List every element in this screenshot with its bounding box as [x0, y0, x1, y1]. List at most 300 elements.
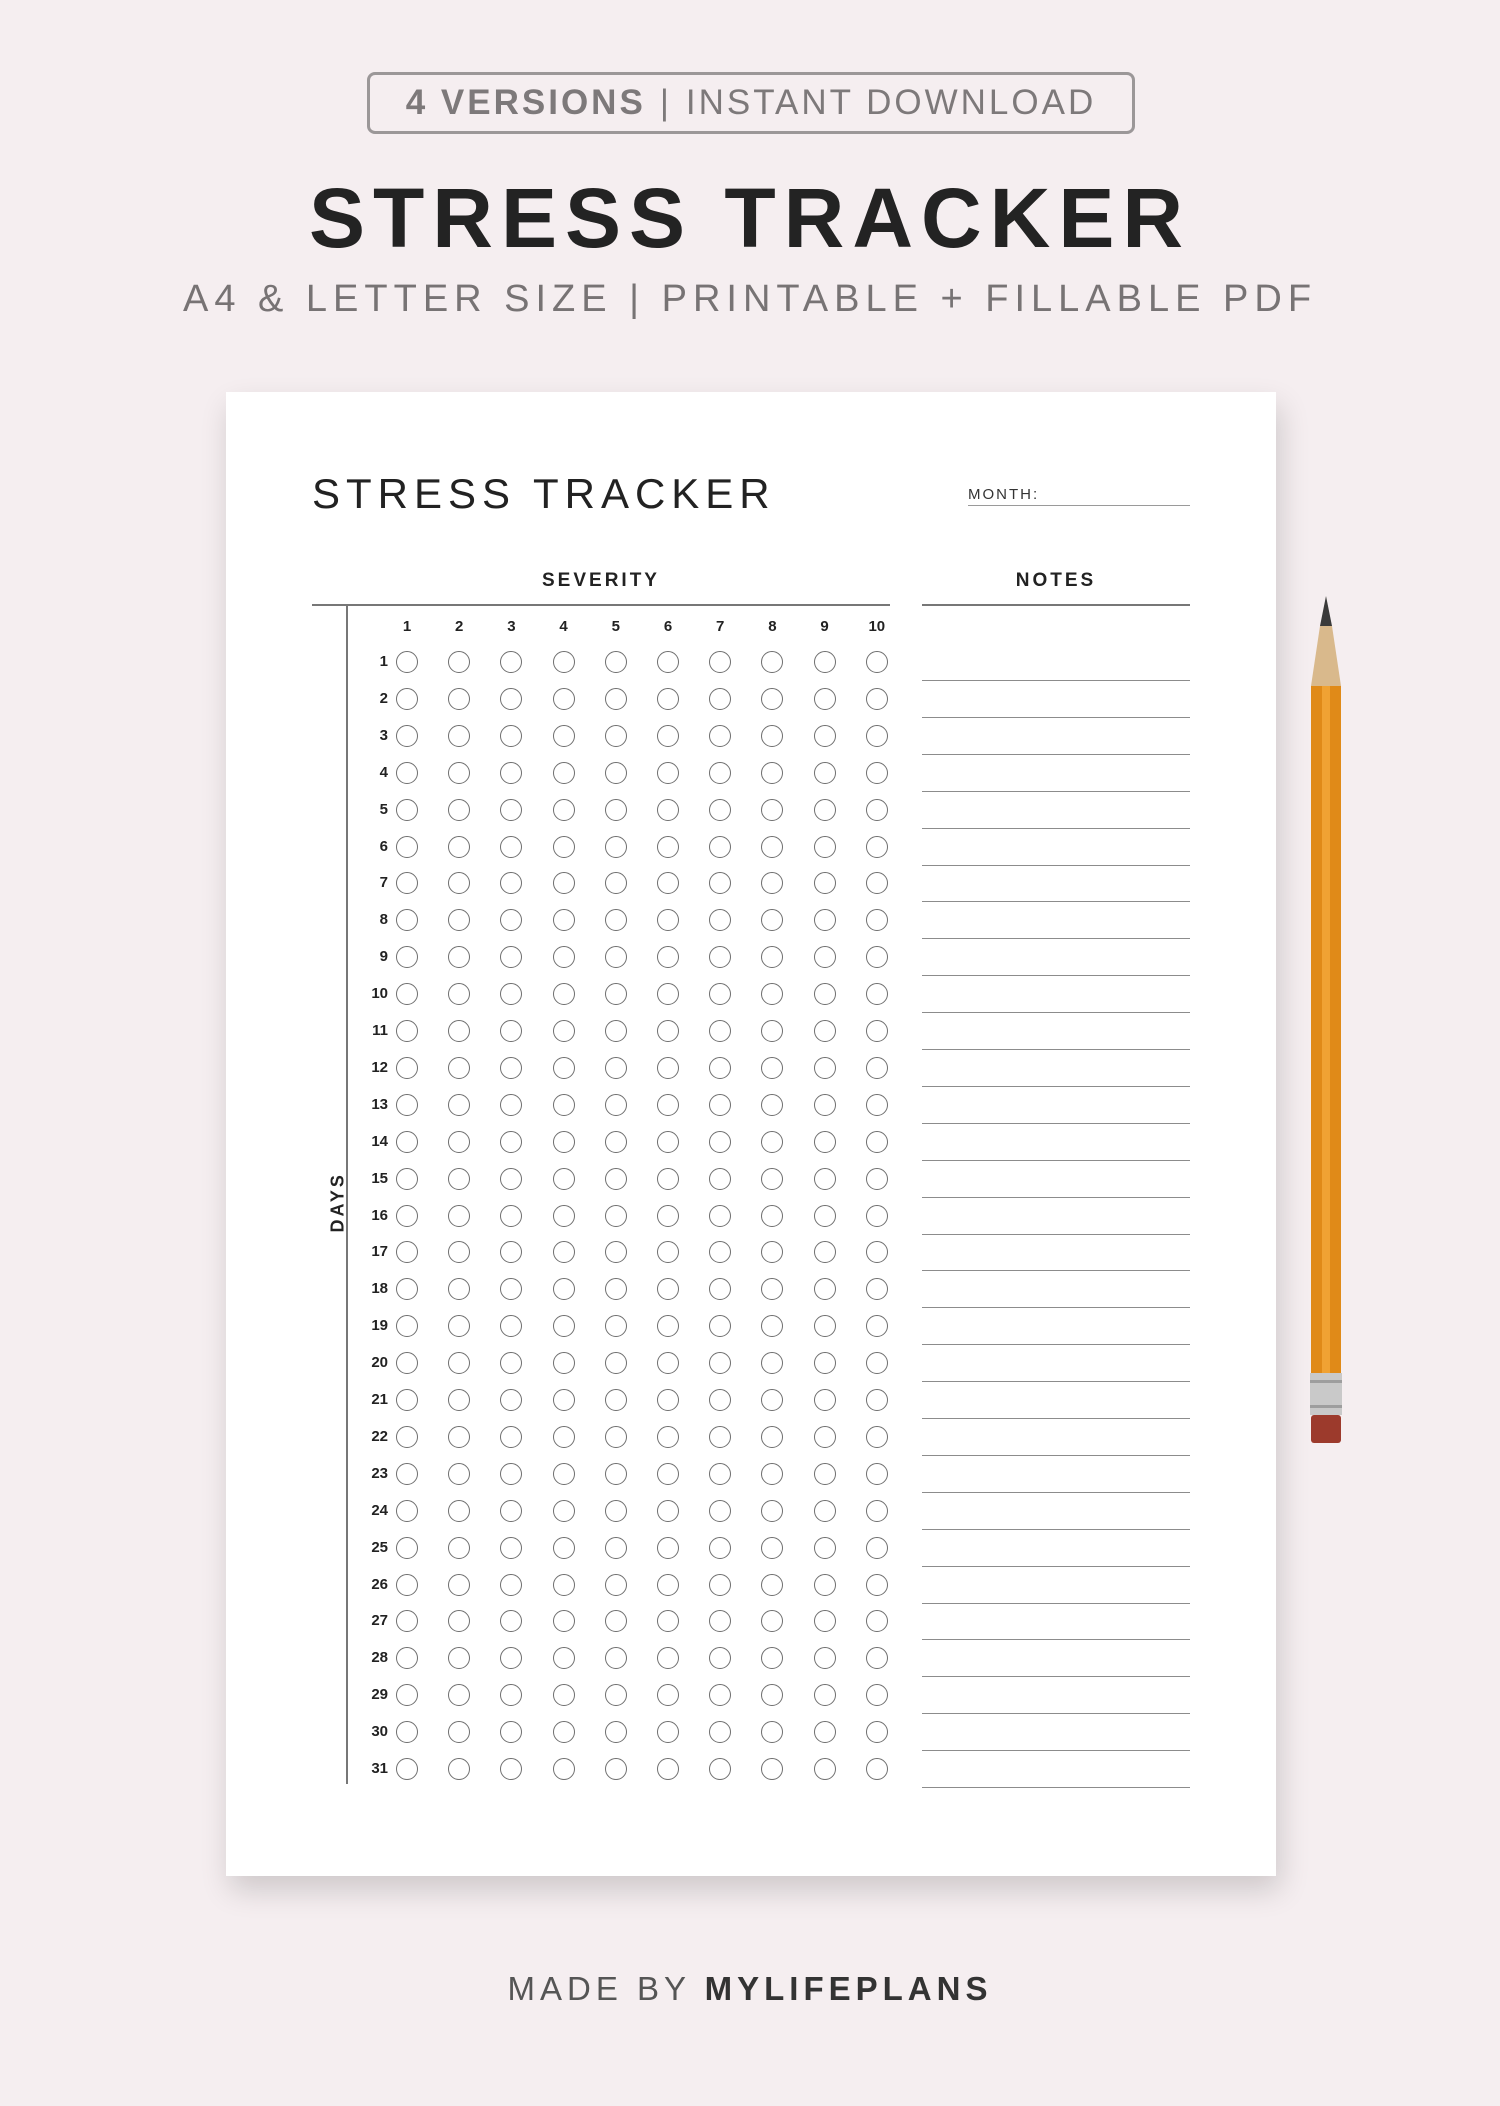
severity-circle[interactable]	[500, 909, 522, 931]
severity-circle[interactable]	[657, 836, 679, 858]
severity-circle[interactable]	[448, 1610, 470, 1632]
severity-circle[interactable]	[553, 651, 575, 673]
severity-circle[interactable]	[657, 1610, 679, 1632]
severity-circle[interactable]	[761, 909, 783, 931]
severity-circle[interactable]	[448, 1315, 470, 1337]
note-line[interactable]	[922, 1012, 1190, 1013]
note-line[interactable]	[922, 865, 1190, 866]
severity-circle[interactable]	[709, 1758, 731, 1780]
note-line[interactable]	[922, 1603, 1190, 1604]
severity-circle[interactable]	[500, 1500, 522, 1522]
severity-circle[interactable]	[761, 1389, 783, 1411]
severity-circle[interactable]	[814, 1389, 836, 1411]
severity-circle[interactable]	[709, 1020, 731, 1042]
severity-circle[interactable]	[448, 1758, 470, 1780]
severity-circle[interactable]	[500, 799, 522, 821]
severity-circle[interactable]	[500, 1315, 522, 1337]
severity-circle[interactable]	[500, 1094, 522, 1116]
severity-circle[interactable]	[605, 651, 627, 673]
severity-circle[interactable]	[553, 1610, 575, 1632]
severity-circle[interactable]	[709, 725, 731, 747]
severity-circle[interactable]	[448, 836, 470, 858]
severity-circle[interactable]	[448, 688, 470, 710]
severity-circle[interactable]	[657, 688, 679, 710]
severity-circle[interactable]	[709, 1352, 731, 1374]
severity-circle[interactable]	[709, 1168, 731, 1190]
severity-circle[interactable]	[500, 983, 522, 1005]
severity-circle[interactable]	[605, 725, 627, 747]
severity-circle[interactable]	[709, 836, 731, 858]
severity-circle[interactable]	[866, 1610, 888, 1632]
severity-circle[interactable]	[866, 1168, 888, 1190]
severity-circle[interactable]	[605, 1684, 627, 1706]
severity-circle[interactable]	[396, 1537, 418, 1559]
note-line[interactable]	[922, 1418, 1190, 1419]
severity-circle[interactable]	[448, 983, 470, 1005]
severity-circle[interactable]	[866, 1352, 888, 1374]
severity-circle[interactable]	[814, 1647, 836, 1669]
severity-circle[interactable]	[448, 946, 470, 968]
severity-circle[interactable]	[814, 688, 836, 710]
severity-circle[interactable]	[814, 909, 836, 931]
severity-circle[interactable]	[761, 946, 783, 968]
severity-circle[interactable]	[709, 872, 731, 894]
severity-circle[interactable]	[448, 1241, 470, 1263]
severity-circle[interactable]	[657, 1131, 679, 1153]
severity-circle[interactable]	[553, 1241, 575, 1263]
note-line[interactable]	[922, 717, 1190, 718]
severity-circle[interactable]	[657, 1389, 679, 1411]
note-line[interactable]	[922, 1307, 1190, 1308]
severity-circle[interactable]	[396, 1168, 418, 1190]
severity-circle[interactable]	[814, 1758, 836, 1780]
severity-circle[interactable]	[866, 983, 888, 1005]
severity-circle[interactable]	[396, 1574, 418, 1596]
severity-circle[interactable]	[396, 1278, 418, 1300]
severity-circle[interactable]	[709, 1205, 731, 1227]
severity-circle[interactable]	[761, 1684, 783, 1706]
severity-circle[interactable]	[866, 1758, 888, 1780]
severity-circle[interactable]	[500, 1574, 522, 1596]
severity-circle[interactable]	[553, 1020, 575, 1042]
severity-circle[interactable]	[657, 1094, 679, 1116]
severity-circle[interactable]	[814, 872, 836, 894]
note-line[interactable]	[922, 1566, 1190, 1567]
severity-circle[interactable]	[761, 651, 783, 673]
severity-circle[interactable]	[709, 1389, 731, 1411]
severity-circle[interactable]	[657, 1537, 679, 1559]
severity-circle[interactable]	[814, 983, 836, 1005]
severity-circle[interactable]	[866, 762, 888, 784]
severity-circle[interactable]	[553, 1389, 575, 1411]
severity-circle[interactable]	[605, 1241, 627, 1263]
severity-circle[interactable]	[814, 1721, 836, 1743]
severity-circle[interactable]	[709, 762, 731, 784]
severity-circle[interactable]	[500, 651, 522, 673]
severity-circle[interactable]	[814, 799, 836, 821]
severity-circle[interactable]	[605, 799, 627, 821]
severity-circle[interactable]	[500, 1537, 522, 1559]
severity-circle[interactable]	[657, 1352, 679, 1374]
severity-circle[interactable]	[396, 1426, 418, 1448]
severity-circle[interactable]	[866, 1500, 888, 1522]
severity-circle[interactable]	[396, 1721, 418, 1743]
severity-circle[interactable]	[761, 1020, 783, 1042]
severity-circle[interactable]	[500, 725, 522, 747]
severity-circle[interactable]	[709, 1574, 731, 1596]
severity-circle[interactable]	[396, 762, 418, 784]
note-line[interactable]	[922, 791, 1190, 792]
severity-circle[interactable]	[500, 872, 522, 894]
severity-circle[interactable]	[500, 1352, 522, 1374]
note-line[interactable]	[922, 1344, 1190, 1345]
severity-circle[interactable]	[500, 1684, 522, 1706]
severity-circle[interactable]	[553, 872, 575, 894]
severity-circle[interactable]	[866, 1721, 888, 1743]
severity-circle[interactable]	[657, 762, 679, 784]
severity-circle[interactable]	[448, 1721, 470, 1743]
severity-circle[interactable]	[761, 836, 783, 858]
severity-circle[interactable]	[500, 1057, 522, 1079]
severity-circle[interactable]	[605, 1094, 627, 1116]
note-line[interactable]	[922, 1529, 1190, 1530]
severity-circle[interactable]	[553, 725, 575, 747]
severity-circle[interactable]	[448, 1684, 470, 1706]
severity-circle[interactable]	[553, 1057, 575, 1079]
severity-circle[interactable]	[814, 1094, 836, 1116]
severity-circle[interactable]	[605, 1278, 627, 1300]
severity-circle[interactable]	[709, 1610, 731, 1632]
severity-circle[interactable]	[553, 762, 575, 784]
severity-circle[interactable]	[553, 1500, 575, 1522]
note-line[interactable]	[922, 1750, 1190, 1751]
severity-circle[interactable]	[761, 1241, 783, 1263]
severity-circle[interactable]	[709, 1500, 731, 1522]
severity-circle[interactable]	[448, 651, 470, 673]
severity-circle[interactable]	[553, 1352, 575, 1374]
severity-circle[interactable]	[657, 1574, 679, 1596]
severity-circle[interactable]	[448, 872, 470, 894]
severity-circle[interactable]	[500, 1647, 522, 1669]
note-line[interactable]	[922, 1049, 1190, 1050]
severity-circle[interactable]	[500, 1168, 522, 1190]
severity-circle[interactable]	[605, 1057, 627, 1079]
severity-circle[interactable]	[814, 1352, 836, 1374]
severity-circle[interactable]	[866, 1131, 888, 1153]
note-line[interactable]	[922, 828, 1190, 829]
severity-circle[interactable]	[866, 688, 888, 710]
note-line[interactable]	[922, 938, 1190, 939]
severity-circle[interactable]	[605, 1020, 627, 1042]
severity-circle[interactable]	[709, 1426, 731, 1448]
severity-circle[interactable]	[657, 1241, 679, 1263]
severity-circle[interactable]	[448, 1057, 470, 1079]
severity-circle[interactable]	[657, 1168, 679, 1190]
severity-circle[interactable]	[709, 799, 731, 821]
severity-circle[interactable]	[866, 836, 888, 858]
severity-circle[interactable]	[553, 1315, 575, 1337]
severity-circle[interactable]	[500, 1758, 522, 1780]
severity-circle[interactable]	[553, 1131, 575, 1153]
severity-circle[interactable]	[396, 983, 418, 1005]
severity-circle[interactable]	[866, 799, 888, 821]
severity-circle[interactable]	[814, 1500, 836, 1522]
severity-circle[interactable]	[500, 1389, 522, 1411]
severity-circle[interactable]	[866, 872, 888, 894]
note-line[interactable]	[922, 680, 1190, 681]
severity-circle[interactable]	[657, 1315, 679, 1337]
severity-circle[interactable]	[814, 762, 836, 784]
severity-circle[interactable]	[866, 1241, 888, 1263]
severity-circle[interactable]	[396, 909, 418, 931]
severity-circle[interactable]	[553, 836, 575, 858]
severity-circle[interactable]	[866, 1574, 888, 1596]
severity-circle[interactable]	[866, 1537, 888, 1559]
severity-circle[interactable]	[657, 1500, 679, 1522]
severity-circle[interactable]	[657, 946, 679, 968]
severity-circle[interactable]	[553, 1463, 575, 1485]
severity-circle[interactable]	[396, 1389, 418, 1411]
severity-circle[interactable]	[605, 1574, 627, 1596]
severity-circle[interactable]	[500, 1278, 522, 1300]
note-line[interactable]	[922, 1381, 1190, 1382]
severity-circle[interactable]	[866, 1205, 888, 1227]
severity-circle[interactable]	[814, 651, 836, 673]
severity-circle[interactable]	[657, 1426, 679, 1448]
severity-circle[interactable]	[396, 1131, 418, 1153]
severity-circle[interactable]	[657, 1278, 679, 1300]
severity-circle[interactable]	[761, 1500, 783, 1522]
severity-circle[interactable]	[605, 1352, 627, 1374]
severity-circle[interactable]	[761, 725, 783, 747]
severity-circle[interactable]	[396, 1205, 418, 1227]
severity-circle[interactable]	[761, 1278, 783, 1300]
severity-circle[interactable]	[657, 1205, 679, 1227]
severity-circle[interactable]	[605, 1389, 627, 1411]
severity-circle[interactable]	[761, 1315, 783, 1337]
severity-circle[interactable]	[396, 1684, 418, 1706]
severity-circle[interactable]	[605, 762, 627, 784]
severity-circle[interactable]	[761, 1647, 783, 1669]
severity-circle[interactable]	[814, 1168, 836, 1190]
severity-circle[interactable]	[448, 725, 470, 747]
severity-circle[interactable]	[761, 1168, 783, 1190]
severity-circle[interactable]	[605, 1500, 627, 1522]
severity-circle[interactable]	[605, 946, 627, 968]
note-line[interactable]	[922, 1639, 1190, 1640]
severity-circle[interactable]	[448, 1426, 470, 1448]
severity-circle[interactable]	[605, 1205, 627, 1227]
severity-circle[interactable]	[709, 1463, 731, 1485]
severity-circle[interactable]	[396, 1057, 418, 1079]
severity-circle[interactable]	[448, 1574, 470, 1596]
severity-circle[interactable]	[814, 1205, 836, 1227]
severity-circle[interactable]	[657, 983, 679, 1005]
severity-circle[interactable]	[500, 688, 522, 710]
severity-circle[interactable]	[709, 1241, 731, 1263]
severity-circle[interactable]	[396, 1500, 418, 1522]
severity-circle[interactable]	[814, 1426, 836, 1448]
severity-circle[interactable]	[448, 1647, 470, 1669]
severity-circle[interactable]	[657, 799, 679, 821]
severity-circle[interactable]	[396, 1463, 418, 1485]
severity-circle[interactable]	[605, 872, 627, 894]
severity-circle[interactable]	[500, 1205, 522, 1227]
severity-circle[interactable]	[605, 909, 627, 931]
severity-circle[interactable]	[657, 1020, 679, 1042]
severity-circle[interactable]	[500, 836, 522, 858]
severity-circle[interactable]	[500, 1610, 522, 1632]
severity-circle[interactable]	[553, 1094, 575, 1116]
severity-circle[interactable]	[500, 1131, 522, 1153]
severity-circle[interactable]	[814, 1131, 836, 1153]
severity-circle[interactable]	[657, 872, 679, 894]
severity-circle[interactable]	[761, 1426, 783, 1448]
severity-circle[interactable]	[553, 1426, 575, 1448]
severity-circle[interactable]	[814, 1315, 836, 1337]
severity-circle[interactable]	[553, 1168, 575, 1190]
severity-circle[interactable]	[657, 1758, 679, 1780]
severity-circle[interactable]	[761, 1721, 783, 1743]
note-line[interactable]	[922, 1086, 1190, 1087]
note-line[interactable]	[922, 754, 1190, 755]
severity-circle[interactable]	[605, 983, 627, 1005]
severity-circle[interactable]	[866, 1389, 888, 1411]
severity-circle[interactable]	[396, 688, 418, 710]
severity-circle[interactable]	[814, 1278, 836, 1300]
note-line[interactable]	[922, 1787, 1190, 1788]
severity-circle[interactable]	[709, 1278, 731, 1300]
severity-circle[interactable]	[396, 1758, 418, 1780]
note-line[interactable]	[922, 901, 1190, 902]
severity-circle[interactable]	[396, 651, 418, 673]
severity-circle[interactable]	[448, 1020, 470, 1042]
severity-circle[interactable]	[553, 1574, 575, 1596]
severity-circle[interactable]	[814, 1020, 836, 1042]
severity-circle[interactable]	[761, 872, 783, 894]
note-line[interactable]	[922, 1676, 1190, 1677]
severity-circle[interactable]	[657, 1647, 679, 1669]
severity-circle[interactable]	[448, 1168, 470, 1190]
severity-circle[interactable]	[657, 909, 679, 931]
severity-circle[interactable]	[396, 1241, 418, 1263]
severity-circle[interactable]	[814, 1610, 836, 1632]
severity-circle[interactable]	[605, 1758, 627, 1780]
severity-circle[interactable]	[448, 1205, 470, 1227]
severity-circle[interactable]	[396, 799, 418, 821]
severity-circle[interactable]	[761, 688, 783, 710]
severity-circle[interactable]	[396, 872, 418, 894]
severity-circle[interactable]	[657, 1721, 679, 1743]
severity-circle[interactable]	[761, 1463, 783, 1485]
severity-circle[interactable]	[866, 946, 888, 968]
severity-circle[interactable]	[709, 1537, 731, 1559]
severity-circle[interactable]	[448, 909, 470, 931]
note-line[interactable]	[922, 1492, 1190, 1493]
severity-circle[interactable]	[709, 1057, 731, 1079]
severity-circle[interactable]	[605, 1610, 627, 1632]
severity-circle[interactable]	[500, 1721, 522, 1743]
severity-circle[interactable]	[500, 1241, 522, 1263]
severity-circle[interactable]	[448, 1094, 470, 1116]
severity-circle[interactable]	[866, 1463, 888, 1485]
severity-circle[interactable]	[500, 946, 522, 968]
note-line[interactable]	[922, 1160, 1190, 1161]
severity-circle[interactable]	[866, 725, 888, 747]
severity-circle[interactable]	[448, 1352, 470, 1374]
severity-circle[interactable]	[605, 1647, 627, 1669]
severity-circle[interactable]	[553, 1647, 575, 1669]
severity-circle[interactable]	[553, 1278, 575, 1300]
severity-circle[interactable]	[553, 946, 575, 968]
severity-circle[interactable]	[709, 983, 731, 1005]
severity-circle[interactable]	[866, 1020, 888, 1042]
severity-circle[interactable]	[448, 1278, 470, 1300]
severity-circle[interactable]	[814, 1574, 836, 1596]
severity-circle[interactable]	[396, 1020, 418, 1042]
severity-circle[interactable]	[553, 1758, 575, 1780]
severity-circle[interactable]	[396, 946, 418, 968]
note-line[interactable]	[922, 1123, 1190, 1124]
severity-circle[interactable]	[500, 1426, 522, 1448]
severity-circle[interactable]	[605, 1463, 627, 1485]
severity-circle[interactable]	[761, 1537, 783, 1559]
severity-circle[interactable]	[709, 946, 731, 968]
severity-circle[interactable]	[709, 909, 731, 931]
severity-circle[interactable]	[866, 1094, 888, 1116]
severity-circle[interactable]	[605, 1426, 627, 1448]
severity-circle[interactable]	[761, 1758, 783, 1780]
severity-circle[interactable]	[396, 1315, 418, 1337]
severity-circle[interactable]	[761, 1610, 783, 1632]
severity-circle[interactable]	[814, 1684, 836, 1706]
severity-circle[interactable]	[814, 1057, 836, 1079]
severity-circle[interactable]	[605, 1168, 627, 1190]
severity-circle[interactable]	[709, 651, 731, 673]
severity-circle[interactable]	[396, 1610, 418, 1632]
severity-circle[interactable]	[553, 909, 575, 931]
severity-circle[interactable]	[605, 688, 627, 710]
severity-circle[interactable]	[605, 836, 627, 858]
severity-circle[interactable]	[866, 909, 888, 931]
note-line[interactable]	[922, 1197, 1190, 1198]
severity-circle[interactable]	[866, 1426, 888, 1448]
severity-circle[interactable]	[709, 1647, 731, 1669]
severity-circle[interactable]	[814, 836, 836, 858]
severity-circle[interactable]	[866, 1647, 888, 1669]
severity-circle[interactable]	[448, 1537, 470, 1559]
severity-circle[interactable]	[396, 836, 418, 858]
note-line[interactable]	[922, 1270, 1190, 1271]
severity-circle[interactable]	[814, 946, 836, 968]
severity-circle[interactable]	[396, 1094, 418, 1116]
severity-circle[interactable]	[761, 983, 783, 1005]
severity-circle[interactable]	[553, 1721, 575, 1743]
note-line[interactable]	[922, 1455, 1190, 1456]
severity-circle[interactable]	[657, 1463, 679, 1485]
severity-circle[interactable]	[866, 1315, 888, 1337]
severity-circle[interactable]	[448, 1389, 470, 1411]
severity-circle[interactable]	[761, 1057, 783, 1079]
severity-circle[interactable]	[657, 1684, 679, 1706]
severity-circle[interactable]	[500, 1463, 522, 1485]
severity-circle[interactable]	[553, 983, 575, 1005]
severity-circle[interactable]	[709, 688, 731, 710]
note-line[interactable]	[922, 975, 1190, 976]
severity-circle[interactable]	[866, 651, 888, 673]
severity-circle[interactable]	[866, 1057, 888, 1079]
severity-circle[interactable]	[709, 1131, 731, 1153]
